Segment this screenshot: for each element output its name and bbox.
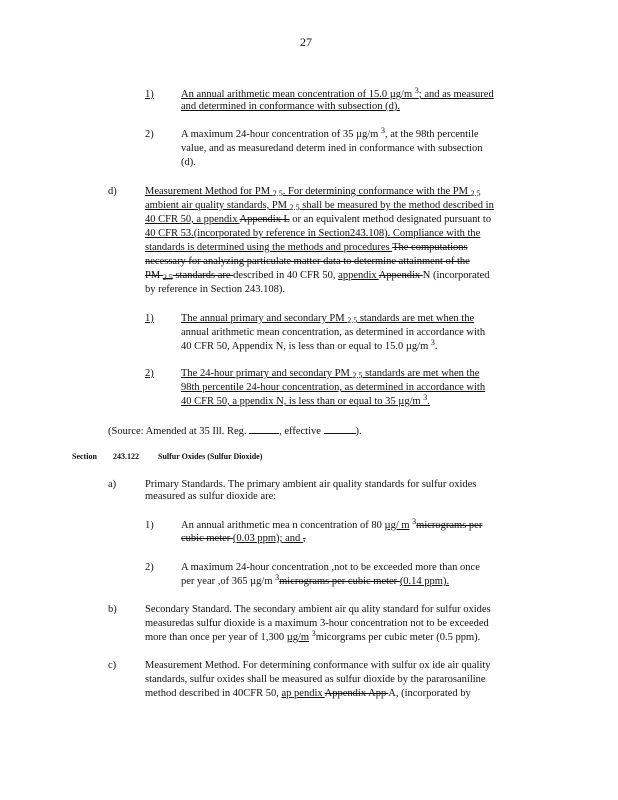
paragraph-line: more than once per year of 1,300 µg/m $^3$micorgrams per cubic meter (0.5 ppm).: [145, 629, 481, 643]
paragraph-line: standards, sulfur oxides shall be measured as sulfur dioxide by the pararosaniline: [145, 674, 486, 685]
paragraph-line: by reference in Section 243.108).: [145, 284, 285, 295]
paragraph-line: 40 CFR 50, a ppendix Appendix L or an equivalent method designated pursuant to: [145, 214, 492, 225]
paragraph-line: measured as sulfur dioxide are:: [145, 491, 277, 502]
paragraph-line: A maximum 24-hour concentration ,not to be exceeded more than once: [181, 562, 480, 573]
list-letter: d): [108, 186, 117, 197]
paragraph-line: The 24-hour primary and secondary PM 2.5 standards are met when the: [181, 368, 480, 380]
paragraph-line: value, and as measuredand determ ined in conformance with subsection: [181, 143, 483, 154]
list-letter: b): [108, 604, 117, 615]
paragraph-line: A maximum 24-hour concentration of 35 µg/m $^3$, at the 98th percentile: [181, 126, 479, 140]
paragraph-line: necessary for analyzing particulate matter data to determine attainment of the: [145, 256, 470, 267]
paragraph-line: and determined in conformance with subsection (d).: [181, 101, 400, 112]
paragraph-line: 40 CFR 50, Appendix N, is less than or equal to 15.0 µg/m $^3$.: [181, 338, 438, 352]
paragraph-line: Measurement Method for PM 2.5. For determining conformance with the PM 2.5: [145, 186, 481, 198]
page-number: 27: [300, 35, 312, 49]
list-number: 1): [145, 89, 154, 100]
list-letter: a): [108, 479, 117, 490]
paragraph-line: An annual arithmetic mea n concentration of 80 µg/ m $^3$micrograms per: [181, 517, 483, 531]
paragraph-line: standards is determined using the methods and procedures The computations: [145, 242, 468, 253]
list-number: 2): [145, 129, 154, 140]
paragraph-line: Measurement Method. For determining conformance with sulfur ox ide air quality: [145, 660, 491, 671]
section-label: Section: [72, 452, 97, 461]
paragraph-line: The annual primary and secondary PM 2.5 standards are met when the: [181, 313, 475, 325]
paragraph-line: 40 CFR 53.(incorporated by reference in Section243.108). Compliance with the: [145, 228, 481, 239]
paragraph-line: (d).: [181, 157, 196, 168]
paragraph-line: An annual arithmetic mean concentration of 15.0 µg/m $^3$; and as measured: [181, 86, 494, 100]
list-number: 1): [145, 313, 154, 324]
source-note: (Source: Amended at 35 Ill. Reg. , effective ).: [108, 423, 362, 438]
list-number: 2): [145, 562, 154, 573]
paragraph-line: annual arithmetic mean concentration, as determined in accordance with: [181, 327, 486, 338]
paragraph-line: method described in 40CFR 50, ap pendix Appendix App A, (incorporated by: [145, 688, 471, 699]
paragraph-line: 40 CFR 50, a ppendix N, is less than or equal to 35 µg/m $^3$.: [181, 393, 430, 407]
paragraph-line: PM 2.5 standards are described in 40 CFR 50, appendix Appendix N (incorporated: [145, 270, 490, 282]
list-letter: c): [108, 660, 117, 671]
paragraph-line: 98th percentile 24-hour concentration, as determined in accordance with: [181, 382, 486, 393]
paragraph-line: Secondary Standard. The secondary ambient air qu ality standard for sulfur oxides: [145, 604, 491, 615]
paragraph-line: Primary Standards. The primary ambient air quality standards for sulfur oxides: [145, 479, 477, 490]
list-number: 2): [145, 368, 154, 379]
section-title: Sulfur Oxides (Sulfur Dioxide): [158, 452, 263, 461]
list-number: 1): [145, 520, 154, 531]
paragraph-line: cubic meter (0.03 ppm); and ,: [181, 533, 306, 544]
paragraph-line: measuredas sulfur dioxide is a maximum 3-hour concentration not to be exceeded: [145, 618, 489, 629]
section-number: 243.122: [113, 452, 139, 461]
paragraph-line: ambient air quality standards, PM 2.5 shall be measured by the method described in: [145, 200, 494, 212]
paragraph-line: per year ,of 365 µg/m $^3$micrograms per cubic meter (0.14 ppm).: [181, 573, 450, 587]
